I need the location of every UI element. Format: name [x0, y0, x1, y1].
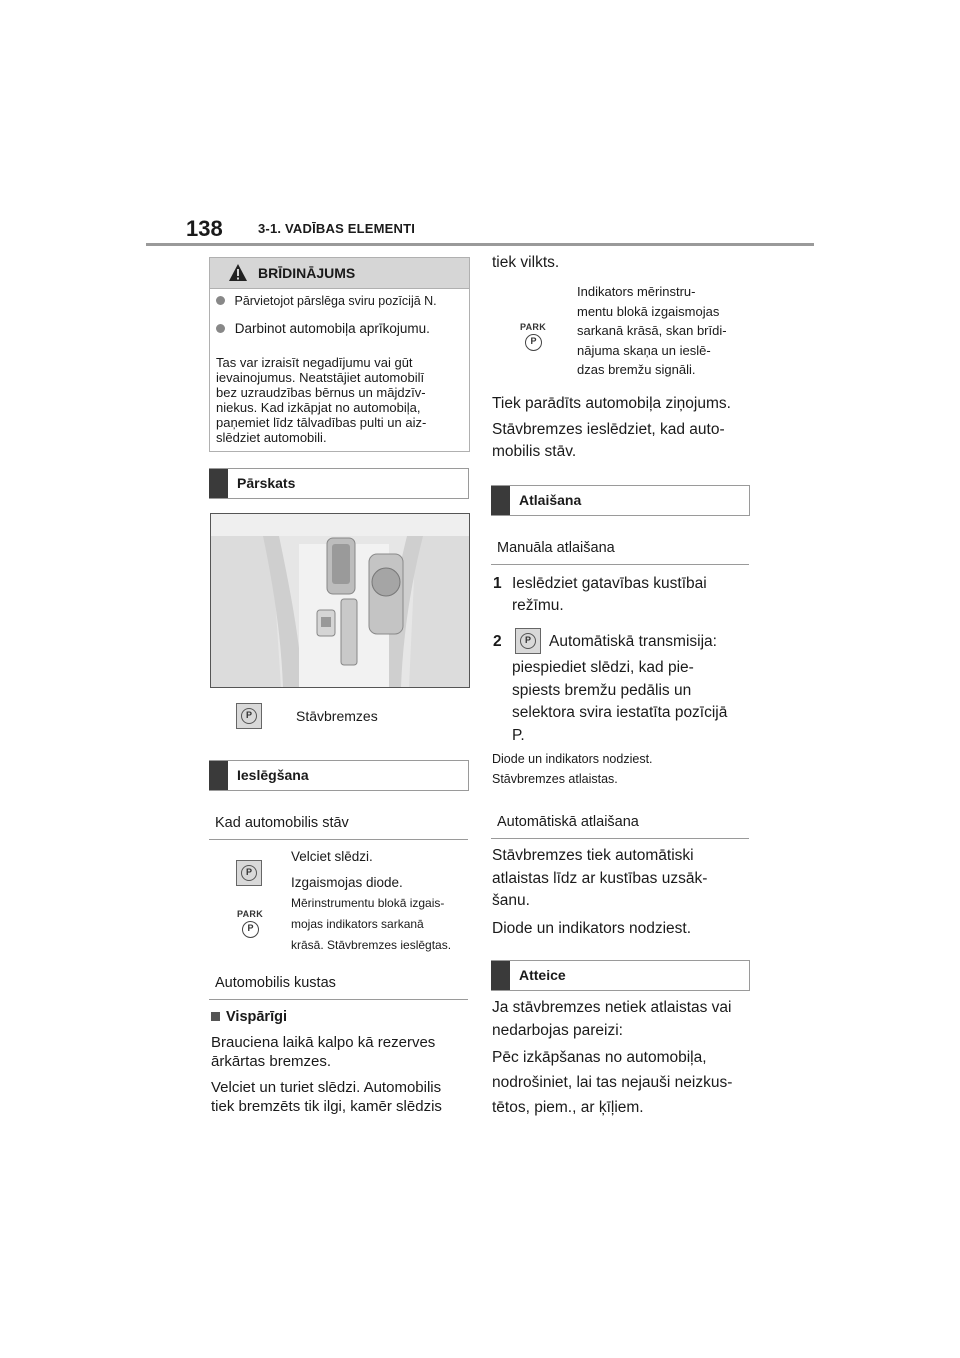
- text-line: Brauciena laikā kalpo kā rezerves: [211, 1034, 436, 1051]
- text-line: sarkanā krāsā, skan brīdi-: [577, 323, 727, 338]
- text-line: nājuma skaņa un ieslē-: [577, 342, 711, 358]
- letter-p-icon: P: [530, 336, 537, 346]
- subheading-stationary: Kad automobilis stāv: [215, 815, 349, 831]
- text-line: mentu blokā izgaismojas: [577, 303, 720, 319]
- step-2-first-line: Automātiskā transmisija:: [549, 633, 717, 650]
- subheading-rule: [491, 564, 749, 565]
- section-header-fault: [491, 960, 750, 991]
- warning-bullet-text: Darbinot automobiļa aprīkojumu.: [234, 321, 430, 336]
- section-title: Atlaišana: [519, 492, 582, 508]
- text-line: tētos, piem., ar ķīļiem.: [492, 1099, 644, 1116]
- warning-bullet: [216, 294, 437, 308]
- text-line: nodrošiniet, lai tas nejauši neizkus-: [492, 1074, 733, 1091]
- text-line: Pēc izkāpšanas no automobiļa,: [492, 1049, 707, 1066]
- section-header-release: [491, 485, 750, 516]
- text-line: Ja stāvbremzes netiek atlaistas vai: [492, 999, 732, 1016]
- section-bar: [491, 486, 510, 515]
- bullet-dot-icon: [216, 324, 225, 333]
- parking-brake-icon: [236, 703, 262, 729]
- section-header-engage: [209, 760, 469, 791]
- warning-bullet-text: Pārvietojot pārslēga sviru pozīcijā N.: [234, 294, 437, 308]
- section-header-overview: [209, 468, 469, 499]
- subheading-manual: Manuāla atlaišana: [497, 540, 615, 556]
- center-console-photo: [210, 513, 470, 688]
- warning-triangle-icon: [228, 263, 248, 283]
- park-label: PARK: [519, 322, 547, 332]
- text-line: piespiediet slēdzi, kad pie-: [512, 659, 694, 676]
- text-line: ārkārtas bremzes.: [211, 1053, 332, 1070]
- engage-text: [492, 419, 725, 463]
- after-exit-text: [492, 1045, 732, 1120]
- parking-brake-icon: [236, 860, 262, 886]
- bullet-dot-icon: [216, 296, 225, 305]
- section-bar: [491, 961, 510, 990]
- warning-bullet: [216, 321, 430, 336]
- subheading-rule: [209, 839, 468, 840]
- text-line: slēdziet automobili.: [216, 430, 327, 445]
- letter-p-icon: P: [245, 710, 252, 720]
- header-rule: [146, 243, 814, 246]
- text-line: spiests bremžu pedālis un: [512, 681, 692, 699]
- fault-text: [492, 997, 732, 1042]
- letter-p-icon: P: [245, 867, 252, 877]
- step-number: 2: [493, 633, 502, 650]
- text-line: mojas indikators sarkanā: [291, 917, 424, 931]
- square-bullet-icon: [211, 1012, 220, 1021]
- step-1-text: [512, 573, 707, 617]
- text-line: Velciet un turiet slēdzi. Automobilis: [211, 1079, 442, 1096]
- warning-header: [210, 258, 469, 289]
- warning-title: BRĪDINĀJUMS: [258, 265, 356, 281]
- warning-box: [209, 257, 470, 452]
- park-indicator-icon: [235, 909, 265, 941]
- section-bar: [209, 469, 228, 498]
- park-indicator-icon: [518, 322, 548, 354]
- general-heading-text: Vispārīgi: [226, 1009, 287, 1025]
- subheading-rule: [491, 838, 749, 839]
- text-line: ievainojumus. Neatstājiet automobilī: [216, 370, 425, 385]
- section-title: Ieslēgšana: [237, 767, 309, 783]
- text-line: šanu.: [492, 892, 530, 909]
- park-label: PARK: [236, 909, 264, 919]
- general-text: [211, 1033, 469, 1116]
- subheading-automatic: Automātiskā atlaišana: [497, 814, 639, 830]
- section-title: Pārskats: [237, 475, 296, 491]
- text-line: krāsā. Stāvbremzes ieslēgtas.: [291, 938, 452, 952]
- subheading-rule: [209, 999, 468, 1000]
- text-line: mobilis stāv.: [492, 443, 577, 460]
- section-title: Atteice: [519, 967, 566, 983]
- letter-p-icon: P: [247, 923, 254, 933]
- text-line: tiek bremzēts tik ilgi, kamēr slēdzis: [211, 1098, 442, 1115]
- indicator-text: [577, 282, 727, 380]
- text-line: Stāvbremzes ieslēdziet, kad auto-: [492, 421, 725, 438]
- center-console-illustration: [211, 514, 469, 687]
- page-number: 138: [186, 216, 223, 241]
- diode-off-text: Diode un indikators nodziest.: [492, 920, 692, 937]
- warning-text: [216, 355, 464, 445]
- text-line: Stāvbremzes tiek automātiski: [492, 847, 694, 864]
- text-line: Tas var izraisīt negadījumu vai gūt: [216, 355, 413, 370]
- text-line: niekus. Kad izkāpjat no automobiļa,: [216, 400, 421, 415]
- indicator-text: [291, 893, 451, 956]
- text-line: Indikators mērinstru-: [577, 284, 696, 299]
- parking-brake-caption: Stāvbremzes: [296, 708, 378, 724]
- running-head: 3-1. VADĪBAS ELEMENTI: [258, 221, 416, 236]
- step-number: 1: [493, 575, 502, 592]
- text-line: nedarbojas pareizi:: [492, 1021, 623, 1039]
- pull-switch-text: Velciet slēdzi.: [291, 849, 373, 864]
- continued-text: tiek vilkts.: [492, 254, 560, 271]
- text-line: dzas bremžu signāli.: [577, 362, 696, 377]
- diode-lit-text: Izgaismojas diode.: [291, 875, 403, 890]
- section-bar: [209, 761, 228, 790]
- letter-p-icon: P: [524, 635, 531, 645]
- subheading-moving: Automobilis kustas: [215, 975, 336, 991]
- text-line: atlaistas līdz ar kustības uzsāk-: [492, 869, 708, 887]
- text-line: selektora svira iestatīta pozīcijā: [512, 704, 728, 721]
- parking-brake-icon: [515, 628, 541, 654]
- text-line: P.: [512, 726, 525, 744]
- message-shown-text: Tiek parādīts automobiļa ziņojums.: [492, 395, 731, 412]
- text-line: paņemiet līdz tālvadības pulti un aiz-: [216, 415, 427, 430]
- text-line: Mērinstrumentu blokā izgais-: [291, 896, 445, 910]
- diode-off-small-text: Diode un indikators nodziest.: [492, 752, 653, 766]
- step-2-text: [512, 657, 727, 747]
- general-heading: [211, 1009, 287, 1025]
- text-line: režīmu.: [512, 597, 564, 614]
- text-line: bez uzraudzības bērnus un mājdzīv-: [216, 385, 426, 400]
- auto-release-text: [492, 845, 707, 913]
- text-line: Ieslēdziet gatavības kustībai: [512, 575, 707, 592]
- released-small-text: Stāvbremzes atlaistas.: [492, 772, 618, 786]
